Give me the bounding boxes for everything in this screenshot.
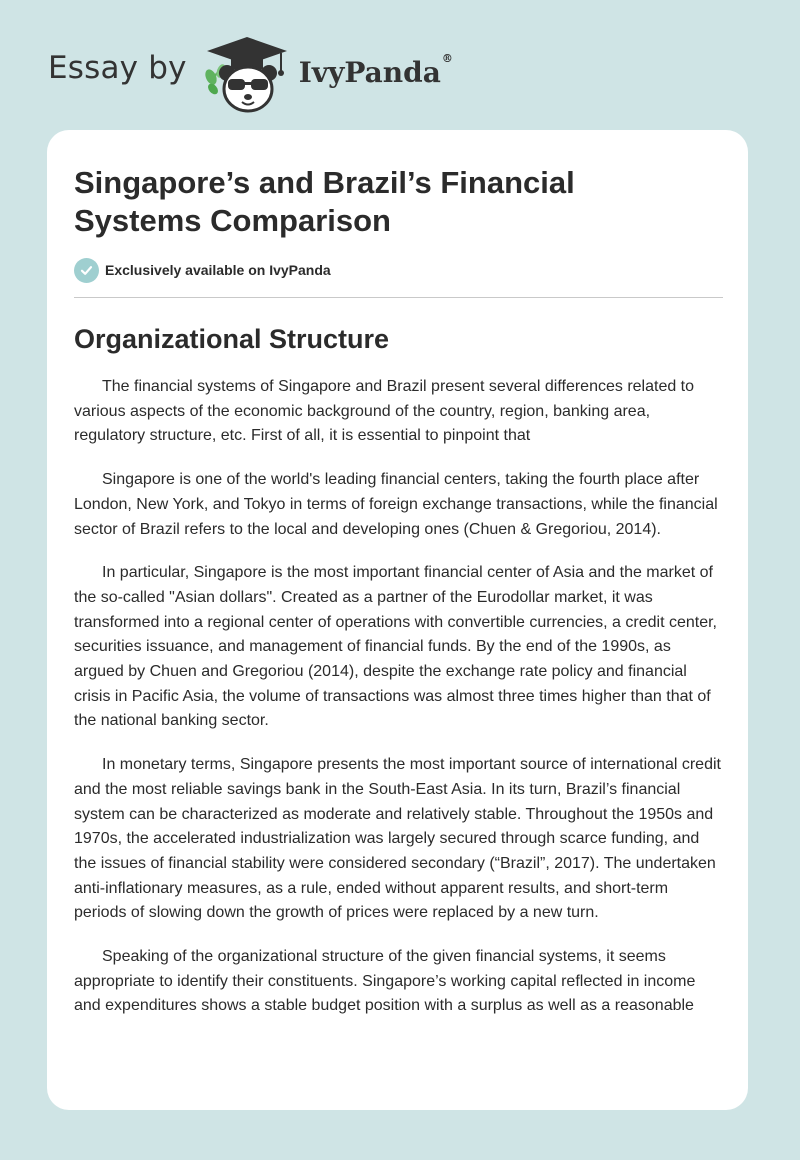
- divider: [74, 297, 723, 298]
- article-card: [47, 130, 748, 1110]
- paragraph: The financial systems of Singapore and Brazil present several differences related to various aspects of the economic background of the country, region, banking area, regulatory structure, etc. First of all, it is essential to pinpoint that: [74, 378, 695, 445]
- article-title: Singapore’s and Brazil’s Financial Systems Comparison: [74, 165, 575, 238]
- brand-prefix: Essay by: [48, 50, 187, 86]
- brand-logo[interactable]: [48, 34, 453, 114]
- registered-mark: ®: [441, 51, 453, 65]
- exclusive-label: Exclusively available on IvyPanda: [105, 262, 331, 278]
- section-heading: Organizational Structure: [74, 324, 390, 354]
- paragraph: In particular, Singapore is the most important financial center of Asia and the market of the so-called "Asian dollars". Created as a partner of the Eurodollar market, it was transformed into a regional center of operations with convertible currencies, a credit center, securities issuance, and management of financial funds. By the end of the 1990s, as argued by Chuen and Gregoriou (2014), despite the exchange rate policy and financial crisis in Pacific Asia, the volume of transactions was almost three times higher than that of the national banking sector.: [74, 564, 717, 730]
- brand-name: IvyPanda®: [298, 51, 453, 89]
- paragraph: In monetary terms, Singapore presents the most important source of international credit and the most reliable savings bank in the South-East Asia. In its turn, Brazil’s financial system can be characterized as moderate and relatively stable. Throughout the 1950s and 1970s, the accelerated industrialization was largely secured through scarce funding, and the issues of financial stability were considered secondary (“Brazil”, 2017). The undertaken anti-inflationary measures, as a rule, ended without apparent results, and short-term periods of slowing down the growth of prices were replaced by a new turn.: [74, 756, 721, 922]
- paragraph: Speaking of the organizational structure of the given financial systems, it seems appropriate to identify their constituents. Singapore’s working capital reflected in income and expenditures shows a stable budget position with a surplus as well as a reasonable: [74, 948, 696, 1015]
- paragraph: Singapore is one of the world's leading financial centers, taking the fourth place after London, New York, and Tokyo in terms of foreign exchange transactions, while the financial sector of Brazil refers to the local and developing ones (Chuen & Gregoriou, 2014).: [74, 471, 718, 538]
- exclusive-badge: [74, 257, 722, 283]
- article-body: [74, 375, 724, 1019]
- check-icon: [74, 258, 99, 283]
- panda-graduate-icon: [201, 33, 293, 115]
